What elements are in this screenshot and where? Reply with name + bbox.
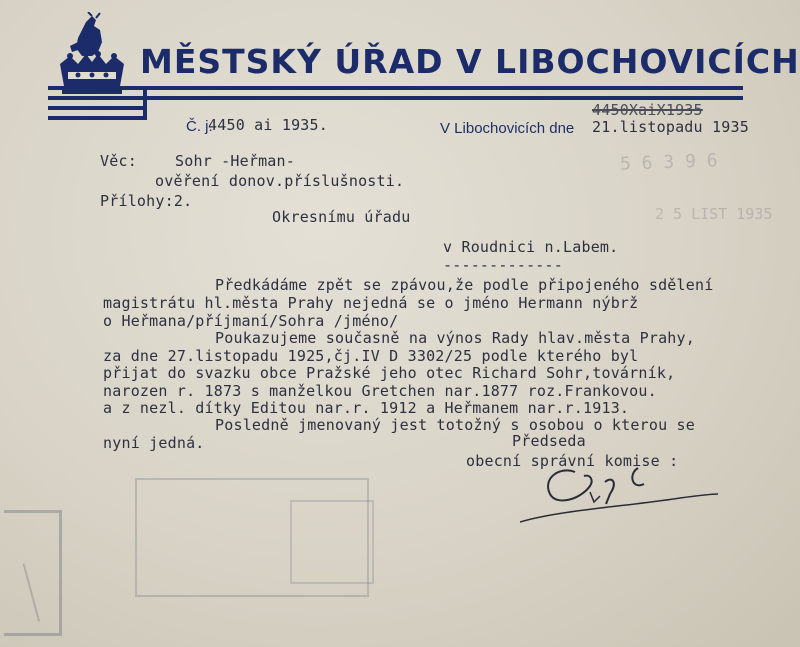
place-date-label: V Libochovicích dne <box>440 120 575 137</box>
subject-label: Věc: <box>100 152 137 170</box>
recipient-line-1: Okresnímu úřadu <box>272 208 411 226</box>
letterhead-rule-2 <box>48 96 143 100</box>
body-line-6: přijat do svazku obce Pražské jeho otec Richard Sohr,továrník, <box>103 364 676 382</box>
body-line-1: Předkádáme zpět se zpávou,že podle připojeného sdělení <box>215 276 714 294</box>
body-line-8: a z nezl. dítky Editou nar.r. 1912 a Heřmanem nar.r.1913. <box>103 399 630 417</box>
letter-date: 21.listopadu 1935 <box>592 118 749 136</box>
closing-committee: obecní správní komise : <box>466 452 679 470</box>
struck-date: 4450XaiX1935 <box>592 101 703 119</box>
body-line-3: o Heřmana/příjmaní/Sohra /jméno/ <box>103 312 399 330</box>
body-line-2: magistrátu hl.města Prahy nejedná se o jméno Hermann nýbrž <box>103 294 639 312</box>
letterhead-rule-right <box>143 96 743 100</box>
body-line-10: nyní jedná. <box>103 434 205 452</box>
faint-stamp-mid-right: 2 5 LIST 1935 <box>655 205 773 223</box>
letterhead-rule-4 <box>48 116 143 120</box>
handwritten-signature <box>520 460 720 530</box>
body-line-4: Poukazujeme současně na výnos Rady hlav.města Prahy, <box>215 329 695 347</box>
body-line-9: Posledně jmenovaný jest totožný s osobou o kterou se <box>215 416 695 434</box>
letterhead-title: MĚSTSKÝ ÚŘAD V LIBOCHOVICÍCH <box>140 42 800 81</box>
recipient-underline: ------------- <box>443 256 563 274</box>
faint-stamp-box-inner <box>290 500 374 584</box>
recipient-line-2: v Roudnici n.Labem. <box>443 238 619 256</box>
cj-value: 4450 ai 1935. <box>208 116 328 134</box>
letterhead-rule-3 <box>48 106 143 110</box>
subject-line-2: ověření donov.příslušnosti. <box>155 172 405 190</box>
cj-label: Č. j. <box>186 118 213 135</box>
subject-line-1: Sohr -Heřman- <box>175 152 295 170</box>
closing-title: Předseda <box>512 432 586 450</box>
letterhead-rule-vert <box>143 86 147 120</box>
attachments: Přílohy:2. <box>100 192 193 210</box>
faint-stamp-top-right: 5 6 3 9 6 <box>619 150 718 175</box>
letterhead-rule-1 <box>48 86 743 90</box>
body-line-7: narozen r. 1873 s manželkou Gretchen nar.1877 roz.Frankovou. <box>103 382 657 400</box>
body-line-5: za dne 27.listopadu 1925,čj.IV D 3302/25 podle kterého byl <box>103 347 639 365</box>
